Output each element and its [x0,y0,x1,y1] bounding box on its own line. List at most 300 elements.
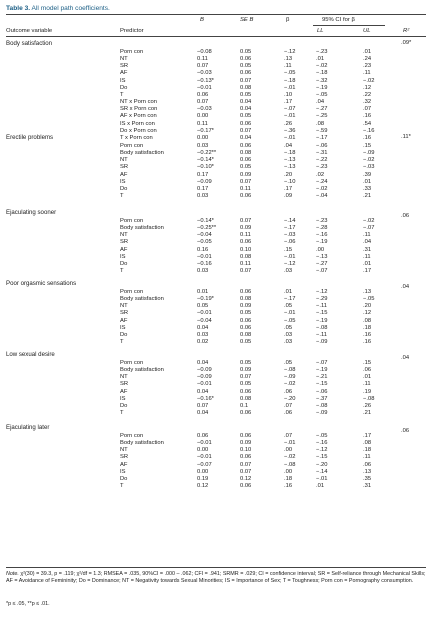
ul-cell: .31 [363,246,372,253]
predictor-cell: T [120,268,124,275]
b-cell: 0.03 [197,268,209,275]
ul-cell: .12 [363,310,372,317]
ll-cell: −.32 [316,77,328,84]
table-note [6,571,426,585]
ul-cell: .01 [363,49,372,55]
b-cell: 0.06 [197,91,209,98]
ll-cell: .04 [316,99,325,106]
ll-cell: −.19 [316,367,328,374]
predictor-cell: AF x Porn con [120,113,157,120]
predictor-cell: Porn con [120,218,144,224]
beta-cell: −.08 [284,461,296,468]
seb-cell: 0.05 [240,360,252,366]
ul-cell: .11 [363,253,371,260]
ul-cell: −.16 [363,127,375,134]
seb-cell: 0.07 [240,268,252,275]
beta-cell: −.09 [284,374,296,381]
ll-cell: −.02 [316,185,328,192]
ul-cell: .06 [363,461,372,468]
ll-cell: −.15 [316,454,328,461]
beta-cell: .16 [284,483,293,490]
beta-cell: .06 [284,410,293,417]
ul-cell: .20 [363,303,372,310]
ul-cell: .35 [363,475,372,482]
ul-cell: .04 [363,239,372,246]
ll-cell: −.20 [316,461,328,468]
predictor-cell: AF [120,171,128,178]
b-cell: 0.03 [197,331,209,338]
ll-cell: −.22 [316,157,328,164]
seb-cell: 0.07 [240,77,252,84]
ll-cell: −.23 [316,218,328,224]
ci-rule [313,25,385,26]
b-cell: 0.04 [197,410,209,417]
header-predictor: Predictor [120,28,144,34]
predictor-cell: SR [120,63,129,70]
ll-cell: −.19 [316,239,328,246]
predictor-cell: Porn con [120,360,144,366]
outcome-heading: Ejaculating sooner [6,209,57,216]
predictor-cell: SR [120,454,129,461]
seb-cell: 0.05 [240,339,252,346]
predictor-cell: Do [120,331,128,338]
ll-cell: −.14 [316,468,328,475]
ul-cell: .11 [363,454,371,461]
b-cell: −0.16* [197,395,214,402]
seb-cell: 0.11 [240,232,251,239]
beta-cell: .05 [284,324,293,331]
ll-cell: −.12 [316,447,328,454]
b-cell: 0.06 [197,433,209,439]
ll-cell: −.17 [316,134,328,141]
predictor-cell: AF [120,317,128,324]
beta-cell: .26 [284,120,293,127]
r2-cell: .06 [401,428,410,434]
ll-cell: −.13 [316,253,328,260]
ll-cell: −.08 [316,324,328,331]
ul-cell: .54 [363,120,372,127]
b-cell: −0.01 [197,253,212,260]
seb-cell: 0.09 [240,367,252,374]
seb-cell: 0.11 [240,185,251,192]
predictor-cell: IS [120,253,126,260]
ul-cell: .01 [363,260,372,267]
ul-cell: −.09 [363,150,375,157]
outcome-heading: Poor orgasmic sensations [6,280,77,287]
b-cell: 0.00 [197,134,209,141]
seb-cell: 0.06 [240,120,252,127]
ul-cell: −.05 [363,296,375,303]
seb-cell: 0.08 [240,395,252,402]
predictor-cell: T [120,410,124,417]
ll-cell: .01 [316,483,325,490]
ll-cell: −.02 [316,63,328,70]
seb-cell: 0.05 [240,63,252,70]
b-cell: −0.03 [197,70,212,77]
b-cell: −0.01 [197,310,212,317]
ul-cell: .16 [363,134,372,141]
beta-cell: .10 [284,91,293,98]
predictor-cell: Body satisfaction [120,296,164,303]
ul-cell: .17 [363,433,372,439]
ul-cell: −.02 [363,77,375,84]
predictor-cell: NT [120,56,128,63]
beta-cell: −.36 [284,127,296,134]
ul-cell: .17 [363,268,372,275]
ll-cell: −.11 [316,331,328,338]
ll-cell: −.27 [316,106,328,113]
beta-cell: −.01 [284,440,296,447]
ul-cell: .24 [363,56,372,63]
predictor-cell: Do [120,84,128,91]
significance-note: *p ≤ .05, **p ≤ .01. [6,601,50,607]
ll-cell: −.16 [316,232,328,239]
beta-cell: .20 [284,171,293,178]
seb-cell: 0.06 [240,70,252,77]
predictor-cell: IS [120,395,126,402]
seb-cell: 0.07 [240,218,252,224]
ul-cell: .21 [363,410,372,417]
r2-cell: .06 [401,213,410,219]
seb-cell: 0.04 [240,99,252,106]
predictor-cell: SR [120,381,129,388]
b-cell: −0.01 [197,454,212,461]
predictor-cell: IS x Porn con [120,120,155,127]
ul-cell: .19 [363,388,372,395]
ll-cell: −.15 [316,381,328,388]
ll-cell: −.08 [316,402,328,409]
predictor-cell: Body satisfaction [120,150,164,157]
ul-cell: .16 [363,331,372,338]
beta-cell: −.01 [284,134,296,141]
ll-cell: −.21 [316,374,328,381]
ll-cell: −.25 [316,113,328,120]
predictor-cell: AF [120,388,128,395]
b-cell: 0.11 [197,120,208,127]
b-cell: −0.14* [197,218,214,224]
predictor-cell: Body satisfaction [120,225,164,232]
ul-cell: .13 [363,289,372,295]
beta-cell: −.17 [284,225,296,232]
ll-cell: −.16 [316,440,328,447]
seb-cell: 0.09 [240,171,252,178]
r2-cell: .04 [401,284,410,290]
seb-cell: 0.09 [240,440,252,447]
beta-cell: .03 [284,268,293,275]
b-cell: 0.07 [197,63,209,70]
b-cell: 0.03 [197,193,209,200]
ul-cell: .01 [363,374,372,381]
ul-cell: .16 [363,339,372,346]
predictor-cell: IS [120,324,126,331]
seb-cell: 0.06 [240,193,252,200]
predictor-cell: T [120,91,124,98]
predictor-cell: Porn con [120,49,144,55]
ll-cell: −.19 [316,84,328,91]
ll-cell: −.18 [316,70,328,77]
b-cell: −0.25** [197,225,217,232]
b-cell: 0.00 [197,447,209,454]
bottom-rule [6,567,426,568]
beta-cell: −.10 [284,178,296,185]
b-cell: −0.13* [197,77,214,84]
beta-cell: .06 [284,388,293,395]
ul-cell: .12 [363,84,372,91]
ul-cell: .06 [363,367,372,374]
ll-cell: −.07 [316,268,328,275]
seb-cell: 0.06 [240,143,252,149]
beta-cell: .09 [284,193,293,200]
b-cell: −0.22** [197,150,217,157]
ul-cell: .21 [363,193,372,200]
beta-cell: .07 [284,433,293,439]
ll-cell: −.12 [316,289,328,295]
table-title [6,5,110,12]
beta-cell: .05 [284,360,293,366]
seb-cell: 0.06 [240,324,252,331]
predictor-cell: Body satisfaction [120,440,164,447]
ul-cell: −.08 [363,395,375,402]
beta-cell: −.05 [284,70,296,77]
beta-cell: −.12 [284,260,296,267]
ll-cell: −.09 [316,339,328,346]
beta-cell: .03 [284,339,293,346]
beta-cell: −.01 [284,113,296,120]
seb-cell: 0.06 [240,157,252,164]
seb-cell: 0.08 [240,150,252,157]
r2-cell: .11* [401,134,411,140]
top-rule [6,14,426,15]
ll-cell: −.05 [316,433,328,439]
ul-cell: .31 [363,483,372,490]
seb-cell: 0.10 [240,246,252,253]
b-cell: −0.09 [197,367,212,374]
seb-cell: 0.07 [240,374,252,381]
ul-cell: −.07 [363,225,375,232]
predictor-cell: AF [120,246,128,253]
beta-cell: −.01 [284,84,296,91]
outcome-heading: Ejaculating later [6,424,50,431]
b-cell: 0.03 [197,143,209,149]
b-cell: 0.00 [197,468,209,475]
table-caption: All model path coefficients. [31,5,110,12]
predictor-cell: Porn con [120,433,144,439]
ll-cell: .01 [316,56,325,63]
seb-cell: 0.11 [240,260,251,267]
beta-cell: −.13 [284,157,296,164]
beta-cell: −.14 [284,218,296,224]
seb-cell: 0.06 [240,483,252,490]
b-cell: 0.01 [197,289,209,295]
ul-cell: .07 [363,106,372,113]
b-cell: −0.05 [197,239,212,246]
b-cell: 0.17 [197,185,209,192]
ll-cell: −.09 [316,410,328,417]
ll-cell: −.28 [316,225,328,232]
predictor-cell: AF [120,70,128,77]
b-cell: 0.16 [197,246,209,253]
b-cell: 0.02 [197,339,209,346]
b-cell: −0.01 [197,84,212,91]
ul-cell: .13 [363,468,372,475]
seb-cell: 0.05 [240,49,252,55]
ul-cell: .22 [363,91,372,98]
seb-cell: 0.06 [240,410,252,417]
predictor-cell: Do [120,185,128,192]
ll-cell: −.37 [316,395,328,402]
ul-cell: .33 [363,185,372,192]
predictor-cell: Do [120,402,128,409]
ul-cell: .26 [363,402,372,409]
predictor-cell: Do [120,475,128,482]
beta-cell: .18 [284,475,293,482]
outcome-heading: Low sexual desire [6,351,55,358]
seb-cell: 0.09 [240,303,252,310]
ul-cell: .39 [363,171,372,178]
b-cell: −0.04 [197,232,212,239]
beta-cell: −.02 [284,381,296,388]
beta-cell: −.13 [284,164,296,171]
header-b: B [200,17,204,23]
b-cell: 0.00 [197,113,209,120]
outcome-heading: Erectile problems [6,134,54,141]
predictor-cell: T x Porn con [120,134,153,141]
seb-cell: 0.04 [240,134,252,141]
b-cell: −0.10* [197,164,214,171]
ll-cell: −.31 [316,150,328,157]
seb-cell: 0.05 [240,164,252,171]
seb-cell: 0.08 [240,84,252,91]
b-cell: 0.04 [197,388,209,395]
b-cell: −0.01 [197,440,212,447]
seb-cell: 0.07 [240,127,252,134]
seb-cell: 0.08 [240,331,252,338]
ul-cell: .18 [363,447,372,454]
beta-cell: −.07 [284,106,296,113]
seb-cell: 0.06 [240,289,252,295]
b-cell: 0.17 [197,171,209,178]
beta-cell: −.17 [284,296,296,303]
predictor-cell: Body satisfaction [120,367,164,374]
beta-cell: .15 [284,246,293,253]
predictor-cell: Do [120,260,128,267]
b-cell: −0.08 [197,49,212,55]
ll-cell: −.15 [316,310,328,317]
ll-cell: .02 [316,171,325,178]
beta-cell: −.05 [284,317,296,324]
ll-cell: .00 [316,246,325,253]
b-cell: −0.17* [197,127,214,134]
ll-cell: −.29 [316,296,328,303]
seb-cell: 0.08 [240,253,252,260]
b-cell: 0.07 [197,402,209,409]
predictor-cell: NT [120,232,128,239]
seb-cell: 0.07 [240,461,252,468]
beta-cell: .00 [284,447,293,454]
beta-cell: .03 [284,331,293,338]
b-cell: −0.16 [197,260,212,267]
b-cell: 0.19 [197,475,209,482]
table-label: Table 3. [6,5,31,12]
beta-cell: .00 [284,468,293,475]
seb-cell: 0.05 [240,310,252,317]
beta-cell: −.18 [284,77,296,84]
ll-cell: −.06 [316,388,328,395]
predictor-cell: SR x Porn con [120,106,158,113]
beta-cell: −.08 [284,367,296,374]
r2-cell: .04 [401,355,410,361]
beta-cell: −.20 [284,395,296,402]
predictor-cell: T [120,193,124,200]
seb-cell: 0.07 [240,468,252,475]
seb-cell: 0.05 [240,113,252,120]
b-cell: −0.14* [197,157,214,164]
predictor-cell: T [120,483,124,490]
b-cell: −0.03 [197,106,212,113]
beta-cell: .11 [284,63,292,70]
seb-cell: 0.05 [240,91,252,98]
predictor-cell: IS [120,77,126,84]
predictor-cell: Do x Porn con [120,127,157,134]
b-cell: 0.07 [197,99,209,106]
beta-cell: .05 [284,303,293,310]
predictor-cell: SR [120,239,129,246]
ll-cell: −.23 [316,164,328,171]
outcome-heading: Body satisfaction [6,40,53,47]
b-cell: 0.04 [197,360,209,366]
b-cell: −0.01 [197,381,212,388]
ul-cell: −.02 [363,218,375,224]
header-beta: β [286,17,290,23]
b-cell: 0.11 [197,56,208,63]
seb-cell: 0.06 [240,433,252,439]
ll-cell: −.24 [316,178,328,185]
ul-cell: .08 [363,317,372,324]
beta-cell: .01 [284,289,293,295]
predictor-cell: T [120,339,124,346]
ul-cell: .32 [363,99,372,106]
seb-cell: 0.06 [240,454,252,461]
predictor-cell: NT x Porn con [120,99,157,106]
note-label: Note. [6,571,19,577]
beta-cell: −.12 [284,49,296,55]
ul-cell: −.02 [363,157,375,164]
ll-cell: −.05 [316,91,328,98]
ul-cell: −.03 [363,164,375,171]
seb-cell: 0.1 [240,402,249,409]
header-rule [6,36,426,37]
b-cell: −0.07 [197,461,212,468]
ll-cell: −.04 [316,193,328,200]
header-ul: UL [363,28,371,34]
seb-cell: 0.08 [240,296,252,303]
predictor-cell: IS [120,178,126,185]
beta-cell: −.06 [284,239,296,246]
seb-cell: 0.10 [240,447,252,454]
seb-cell: 0.12 [240,475,252,482]
ul-cell: .15 [363,360,372,366]
seb-cell: 0.04 [240,106,252,113]
ll-cell: −.11 [316,303,328,310]
ll-cell: −.27 [316,260,328,267]
beta-cell: .17 [284,99,293,106]
predictor-cell: AF [120,461,128,468]
ul-cell: .18 [363,324,372,331]
ll-cell: −.07 [316,360,328,366]
ll-cell: −.01 [316,475,328,482]
seb-cell: 0.06 [240,388,252,395]
b-cell: −0.09 [197,374,212,381]
